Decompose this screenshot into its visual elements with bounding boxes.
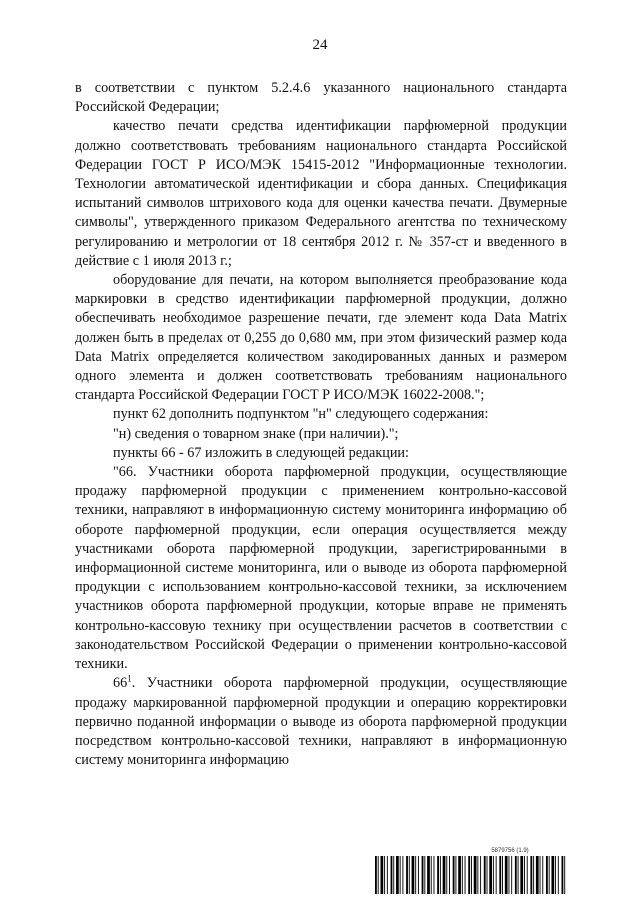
barcode-bar xyxy=(551,856,554,894)
barcode-bar xyxy=(487,856,488,894)
barcode-bar xyxy=(443,856,446,894)
barcode-bar xyxy=(499,856,501,894)
paragraph-6: пункты 66 - 67 изложить в следующей редакции: xyxy=(113,444,409,461)
barcode-bar xyxy=(455,856,456,894)
paragraph-3: оборудование для печати, на котором выполняется преобразование кода маркировки в средство идентификации парфюмерной продукции, должно обеспечивать необходимое разрешение печати, где элемент кода Data Matrix должен быть в пределах от 0,255 до 0,680 мм, при этом физический размер кода Data Matrix определяется количеством закодированных данных и размером одного элемента и должен соответствовать требованиям национального стандарта Российской Федерации ГОСТ Р ИСО/МЭК 16022-2008."; xyxy=(75,272,567,404)
barcode-bar xyxy=(396,856,399,894)
barcode-bar xyxy=(493,856,494,894)
barcode-bar xyxy=(484,856,486,894)
barcode-bar xyxy=(387,856,388,894)
barcode-bar xyxy=(474,856,477,894)
barcode-bar xyxy=(462,856,463,894)
barcode-bar xyxy=(549,856,550,894)
barcode-bar xyxy=(427,856,430,894)
barcode-bar xyxy=(468,856,470,894)
barcode-bar xyxy=(530,856,532,894)
barcode-bar xyxy=(564,856,565,894)
page-number: 24 xyxy=(312,37,328,53)
paragraph-8-superscript: 1 xyxy=(127,673,132,684)
barcode-bar xyxy=(555,856,556,894)
barcode-bar xyxy=(508,856,509,894)
barcode-bar xyxy=(502,856,503,894)
barcode-bar xyxy=(458,856,461,894)
paragraph-5: "н) сведения о товарном знаке (при наличии)."; xyxy=(113,425,399,442)
barcode-bar xyxy=(434,856,435,894)
barcode-bar xyxy=(496,856,497,894)
barcode-bar xyxy=(524,856,525,894)
document-id: 5879756 (1.9) xyxy=(491,848,529,854)
barcode-bar xyxy=(536,856,539,894)
barcode-bar xyxy=(562,856,564,894)
barcode-image xyxy=(375,856,567,894)
paragraph-8-text: . Участники оборота парфюмерной продукции, осуществляющие продажу маркированной парфюмерной продукции и операцию корректировки первично поданной информации о выводе из оборота парфюмерной продукции посредством контрольно-кассовой техники, направляют в информационную систему мониторинга информацию xyxy=(75,675,567,769)
paragraph-2: качество печати средства идентификации парфюмерной продукции должно соответствовать требованиям национального стандарта Российской Федерации ГОСТ Р ИСО/МЭК 15415-2012 "Информационные технологии. Технологии автоматической идентификации и сбора данных. Спецификация испытаний символов штрихового кода для оценки качества печати. Двумерные символы", утвержденного приказом Федерального агентства по техническому регулированию и метрологии от 18 сентября 2012 г. № 357-ст и введенного в действие с 1 июля 2013 г.; xyxy=(75,118,567,269)
barcode-bar xyxy=(520,856,523,894)
barcode-bar xyxy=(409,856,410,894)
barcode-bar xyxy=(511,856,512,894)
barcode-bar xyxy=(384,856,385,894)
barcode-bar xyxy=(393,856,394,894)
paragraph-1: в соответствии с пунктом 5.2.4.6 указанного национального стандарта Российской Федерации; xyxy=(75,80,567,116)
barcode-bar xyxy=(558,856,559,894)
barcode-bar xyxy=(477,856,478,894)
paragraph-7: "66. Участники оборота парфюмерной продукции, осуществляющие продажу парфюмерной продукции с применением контрольно-кассовой техники, направляют в информационную систему мониторинга информацию об обороте парфюмерной продукции, если операция осуществляется между участниками оборота парфюмерной продукции, зарегистрированными в информационной системе мониторинга, или о выводе из оборота парфюмерной продукции с использованием контрольно-кассовой техники, за исключением участников оборота парфюмерной продукции, которые вправе не применять контрольно-кассовую технику при осуществлении расчетов в соответствии с законодательством Российской Федерации о применении контрольно-кассовой техники. xyxy=(75,464,567,673)
barcode-bar xyxy=(489,856,492,894)
barcode-bar xyxy=(415,856,416,894)
barcode-bar xyxy=(471,856,472,894)
paragraph-8 xyxy=(75,674,567,770)
barcode-bar xyxy=(546,856,548,894)
barcode-bar xyxy=(422,856,424,894)
barcode-bar xyxy=(518,856,519,894)
barcode-bar xyxy=(378,856,379,894)
barcode-bar xyxy=(400,856,401,894)
barcode-bar xyxy=(437,856,439,894)
paragraph-4: пункт 62 дополнить подпунктом "н" следующего содержания: xyxy=(113,406,489,423)
barcode-bar xyxy=(465,856,466,894)
barcode-bar xyxy=(406,856,408,894)
barcode-bar xyxy=(446,856,447,894)
barcode-bar xyxy=(453,856,455,894)
barcode-bar xyxy=(449,856,450,894)
paragraph-8-number: 66 xyxy=(113,675,128,692)
barcode-bar xyxy=(540,856,541,894)
barcode-bar xyxy=(375,856,377,894)
barcode-bar xyxy=(542,856,543,894)
barcode-bar xyxy=(402,856,403,894)
barcode-bar xyxy=(515,856,517,894)
barcode-bar xyxy=(424,856,425,894)
barcode-bar xyxy=(440,856,441,894)
barcode-bar xyxy=(412,856,415,894)
barcode-bar xyxy=(418,856,419,894)
barcode-bar xyxy=(380,856,383,894)
barcode-bar xyxy=(391,856,393,894)
barcode-bar xyxy=(505,856,508,894)
barcode-bar xyxy=(431,856,432,894)
barcode-bar xyxy=(533,856,534,894)
document-body xyxy=(75,79,567,770)
barcode-bar xyxy=(527,856,528,894)
barcode-bar xyxy=(480,856,481,894)
